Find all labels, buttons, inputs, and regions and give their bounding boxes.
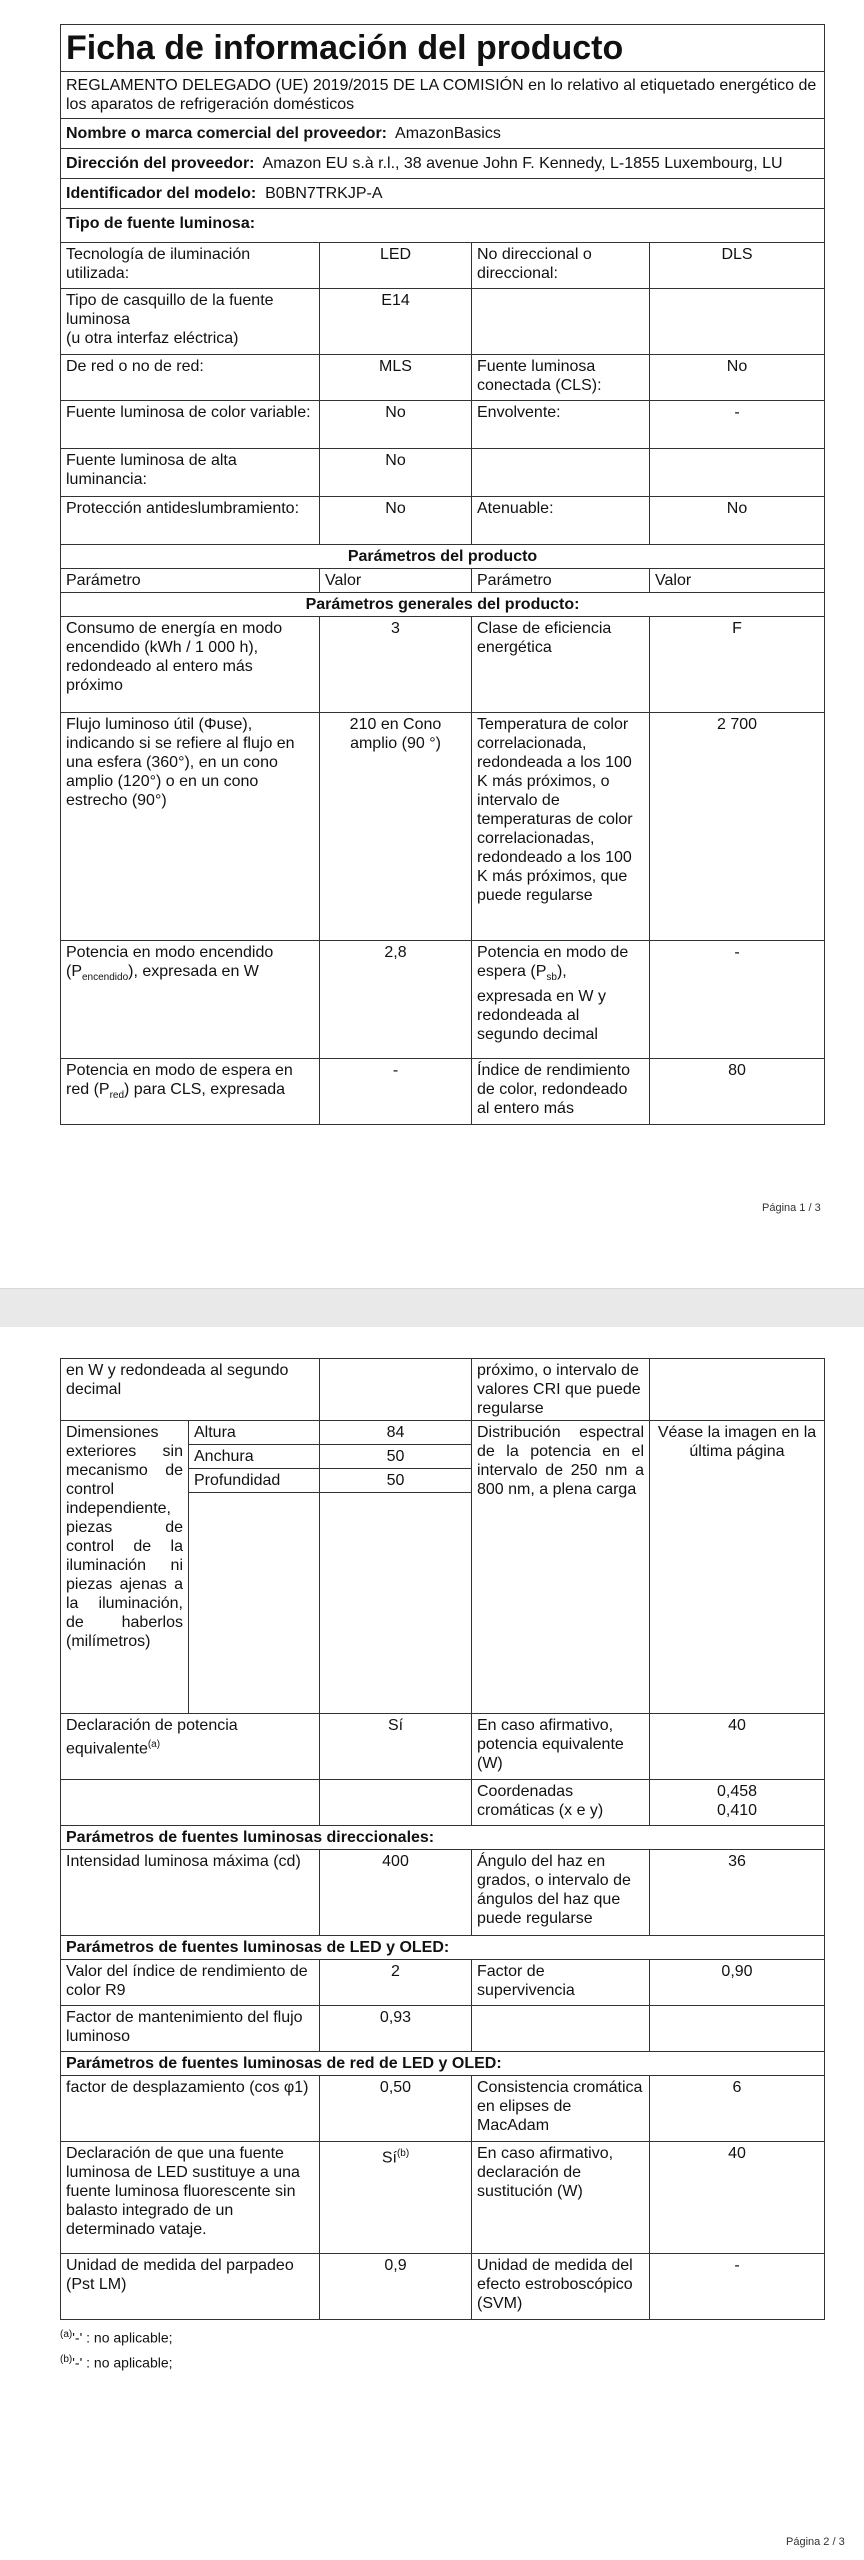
supplier-address-label: Dirección del proveedor: (66, 155, 255, 172)
page-separator (0, 1288, 864, 1328)
replace-w-value: 40 (650, 2142, 825, 2254)
cap-label: Tipo de casquillo de la fuente luminosa (66, 292, 274, 328)
equiv-sup: (a) (147, 1739, 161, 1750)
tech-label: Tecnología de iluminación utilizada: (61, 243, 320, 289)
equiv-w-value: 40 (650, 1714, 825, 1780)
pon-sub: encendido (82, 972, 129, 984)
pon-label-cell (61, 941, 320, 1059)
dim-value: No (650, 497, 825, 545)
cos-label: factor de desplazamiento (cos φ1) (61, 2076, 320, 2142)
width-label: Anchura (189, 1445, 320, 1469)
replace-w-label: En caso afirmativo, declaración de sustitución (W) (472, 2142, 650, 2254)
pst-value: 0,9 (320, 2254, 472, 2320)
cls-label: Fuente luminosa conectada (CLS): (472, 355, 650, 401)
energy-value: 3 (320, 617, 472, 713)
model-id-row (61, 179, 825, 209)
mains-label: De red o no de red: (61, 355, 320, 401)
cap-label-cell (61, 289, 320, 355)
pnet-sub: red (109, 1090, 125, 1102)
cont-label-1: en W y redondeada al segundo decimal (61, 1359, 320, 1421)
replace-value: Sí (381, 2149, 397, 2167)
page-2 (0, 1327, 864, 2560)
empty-cell (650, 289, 825, 355)
model-id-label: Identificador del modelo: (66, 185, 257, 202)
led-params-header: Parámetros de fuentes luminosas de LED y OLED: (61, 1936, 825, 1960)
pon-value: 2,8 (320, 941, 472, 1059)
supplier-name-value: AmazonBasics (395, 125, 501, 142)
dims-label: Dimensiones exteriores sin mecanismo de control independiente, piezas de control de la iluminación ni piezas ajenas a la iluminación, de haberlos (milímetros) (61, 1421, 189, 1714)
footnote-b-text: '-' : no aplicable; (72, 2354, 173, 2371)
page-title: Ficha de información del producto (61, 25, 825, 72)
light-source-type-header: Tipo de fuente luminosa: (61, 209, 825, 243)
psb-sub: sb (546, 972, 557, 984)
chrom-values (650, 1780, 825, 1826)
env-value: - (650, 401, 825, 449)
nondir-value: DLS (650, 243, 825, 289)
col-value-1: Valor (320, 569, 472, 593)
color-value: No (320, 401, 472, 449)
regulation-text: REGLAMENTO DELEGADO (UE) 2019/2015 DE LA COMISIÓN en lo relativo al etiquetado energético de los aparatos de refrigeración domésticos (61, 72, 825, 119)
product-sheet-page-1 (60, 24, 824, 1125)
supplier-name-row (61, 119, 825, 149)
psb-label-a: Potencia en modo de espera (P (477, 944, 629, 980)
nondir-label: No direccional o direccional: (472, 243, 650, 289)
lum-label: Fuente luminosa de alta luminancia: (61, 449, 320, 497)
empty-cell (472, 289, 650, 355)
spd-label: Distribución espectral de la potencia en el intervalo de 250 nm a 800 nm, a plena carga (472, 1421, 650, 1714)
pon-label-b: ), expresada en W (128, 963, 259, 980)
led-mains-params-header: Parámetros de fuentes luminosas de red de LED y OLED: (61, 2052, 825, 2076)
r9-value: 2 (320, 1960, 472, 2006)
macadam-label: Consistencia cromática en elipses de MacAdam (472, 2076, 650, 2142)
psb-value: - (650, 941, 825, 1059)
svm-label: Unidad de medida del efecto estroboscópico (SVM) (472, 2254, 650, 2320)
replace-label: Declaración de que una fuente luminosa de LED sustituye a una fuente luminosa fluorescente sin balasto integrado de un determinado vataje. (61, 2142, 320, 2254)
col-param-1: Parámetro (61, 569, 320, 593)
pon-label-a: Potencia en modo encendido (P (66, 944, 274, 980)
pnet-label-a: Potencia en modo de espera en red (P (66, 1062, 293, 1098)
equiv-w-label: En caso afirmativo, potencia equivalente (W) (472, 1714, 650, 1780)
empty-cell (320, 1780, 472, 1826)
lum-value: No (320, 449, 472, 497)
empty-cell (189, 1493, 320, 1714)
cap-label-2: (u otra interfaz eléctrica) (66, 330, 239, 347)
supplier-address-row (61, 149, 825, 179)
col-value-2: Valor (650, 569, 825, 593)
svm-value: - (650, 2254, 825, 2320)
glare-label: Protección antideslumbramiento: (61, 497, 320, 545)
empty-cell (650, 1359, 825, 1421)
width-value: 50 (320, 1445, 472, 1469)
footnote-a-text: '-' : no aplicable; (72, 2329, 173, 2346)
color-label: Fuente luminosa de color variable: (61, 401, 320, 449)
cls-value: No (650, 355, 825, 401)
intensity-label: Intensidad luminosa máxima (cd) (61, 1850, 320, 1936)
cos-value: 0,50 (320, 2076, 472, 2142)
supplier-name-label: Nombre o marca comercial del proveedor: (66, 125, 387, 142)
cri-label: Índice de rendimiento de color, redondeado al entero más (472, 1059, 650, 1125)
mains-value: MLS (320, 355, 472, 401)
beam-label: Ángulo del haz en grados, o intervalo de ángulos del haz que puede regularse (472, 1850, 650, 1936)
maint-label: Factor de mantenimiento del flujo luminoso (61, 2006, 320, 2052)
replace-sup: (b) (396, 2148, 410, 2159)
flux-value: 210 en Cono amplio (90 °) (320, 713, 472, 941)
dim-label: Atenuable: (472, 497, 650, 545)
r9-label: Valor del índice de rendimiento de color R9 (61, 1960, 320, 2006)
pnet-label-cell (61, 1059, 320, 1125)
intensity-value: 400 (320, 1850, 472, 1936)
supplier-address-value: Amazon EU s.à r.l., 38 avenue John F. Kennedy, L-1855 Luxembourg, LU (262, 155, 783, 172)
product-sheet-page-2 (60, 1358, 824, 2373)
flux-label: Flujo luminoso útil (Φuse), indicando si se refiere al flujo en una esfera (360°), en un cono amplio (120°) o en un cono estrecho (90°) (61, 713, 320, 941)
env-label: Envolvente: (472, 401, 650, 449)
depth-value: 50 (320, 1469, 472, 1493)
empty-cell (320, 1359, 472, 1421)
empty-cell (650, 449, 825, 497)
general-params-header: Parámetros generales del producto: (61, 593, 825, 617)
model-id-value: B0BN7TRKJP-A (265, 185, 383, 202)
params-header: Parámetros del producto (61, 545, 825, 569)
height-label: Altura (189, 1421, 320, 1445)
empty-cell (61, 1780, 320, 1826)
page-number-2: Página 2 / 3 (786, 2536, 845, 2548)
cont-label-2: próximo, o intervalo de valores CRI que puede regularse (472, 1359, 650, 1421)
footnote-b (60, 2349, 824, 2374)
cct-value: 2 700 (650, 713, 825, 941)
equiv-label-cell (61, 1714, 320, 1780)
product-info-table-continued (60, 1358, 825, 2320)
cri-value: 80 (650, 1059, 825, 1125)
chrom-x: 0,458 (716, 1783, 758, 1800)
pnet-label-b: ) para CLS, expresada (124, 1081, 286, 1098)
empty-cell (472, 2006, 650, 2052)
pst-label: Unidad de medida del parpadeo (Pst LM) (61, 2254, 320, 2320)
product-info-table (60, 24, 825, 1125)
cct-label: Temperatura de color correlacionada, redondeada a los 100 K más próximos, o intervalo de temperaturas de color correlacionadas, redondeado a los 100 K más próximos, que puede regularse (472, 713, 650, 941)
dir-params-header: Parámetros de fuentes luminosas direccionales: (61, 1826, 825, 1850)
tech-value: LED (320, 243, 472, 289)
footnote-a-mark: (a) (60, 2329, 73, 2340)
height-value: 84 (320, 1421, 472, 1445)
pnet-value: - (320, 1059, 472, 1125)
cap-value: E14 (320, 289, 472, 355)
chrom-label: Coordenadas cromáticas (x e y) (472, 1780, 650, 1826)
equiv-label: Declaración de potencia equivalente (66, 1717, 238, 1758)
surv-label: Factor de supervivencia (472, 1960, 650, 2006)
class-label: Clase de eficiencia energética (472, 617, 650, 713)
replace-value-cell (320, 2142, 472, 2254)
energy-label: Consumo de energía en modo encendido (kWh / 1 000 h), redondeado al entero más próximo (61, 617, 320, 713)
macadam-value: 6 (650, 2076, 825, 2142)
surv-value: 0,90 (650, 1960, 825, 2006)
psb-label-b: ), expresada en W y redondeada al segundo decimal (477, 963, 606, 1044)
psb-label-cell (472, 941, 650, 1059)
empty-cell (650, 2006, 825, 2052)
chrom-y: 0,410 (716, 1802, 758, 1819)
maint-value: 0,93 (320, 2006, 472, 2052)
col-param-2: Parámetro (472, 569, 650, 593)
beam-value: 36 (650, 1850, 825, 1936)
depth-label: Profundidad (189, 1469, 320, 1493)
empty-cell (472, 449, 650, 497)
footnote-b-mark: (b) (60, 2353, 73, 2365)
page-number-1: Página 1 / 3 (762, 1202, 821, 1214)
empty-cell (320, 1493, 472, 1714)
equiv-value: Sí (320, 1714, 472, 1780)
class-value: F (650, 617, 825, 713)
spd-value: Véase la imagen en la última página (650, 1421, 825, 1714)
footnote-a (60, 2324, 824, 2349)
glare-value: No (320, 497, 472, 545)
